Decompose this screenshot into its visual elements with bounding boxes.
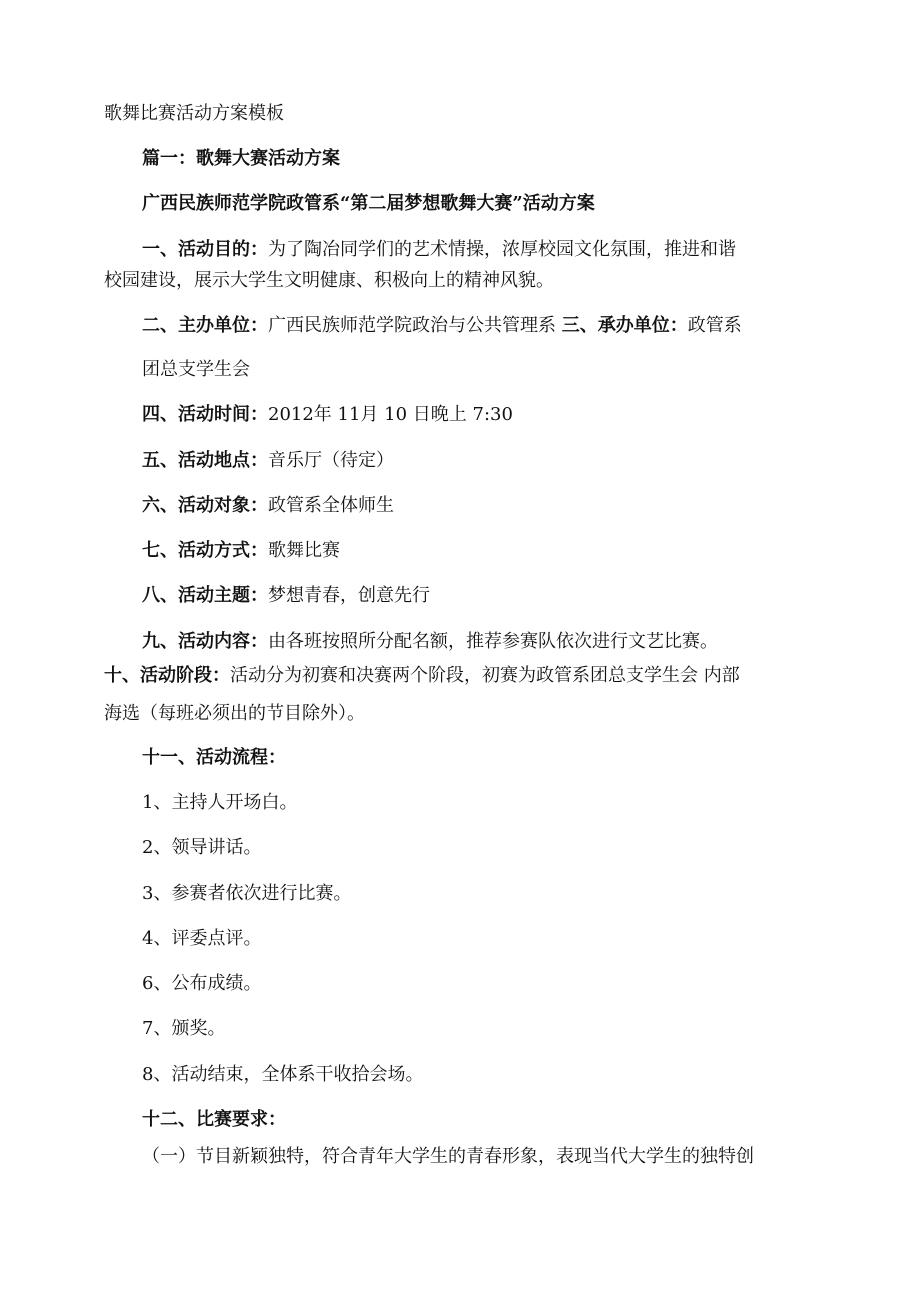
organizer-text: 广西民族师范学院政治与公共管理系 <box>268 315 556 336</box>
process-item: 1、主持人开场白。 <box>142 792 298 813</box>
theme-text: 梦想青春，创意先行 <box>268 585 430 606</box>
organizer-paragraph <box>142 314 742 338</box>
place-text: 音乐厅（待定） <box>268 450 394 471</box>
time-paragraph <box>142 403 513 427</box>
purpose-label: 一、活动目的： <box>142 239 268 260</box>
co-organizer-text: 政管系 <box>687 315 742 336</box>
co-organizer-label: 三、承办单位： <box>561 315 688 336</box>
purpose-text-line1: 为了陶冶同学们的艺术情操，浓厚校园文化氛围，推进和谐 <box>268 239 736 260</box>
main-title: 广西民族师范学院政管系“第二届梦想歌舞大赛”活动方案 <box>142 193 595 214</box>
co-organizer-text-line2: 团总支学生会 <box>142 359 250 380</box>
place-paragraph <box>142 449 394 473</box>
process-item: 6、公布成绩。 <box>142 973 262 994</box>
audience-label: 六、活动对象： <box>142 495 268 516</box>
process-heading: 十一、活动流程： <box>142 747 286 768</box>
content-label: 九、活动内容： <box>142 631 268 652</box>
time-text: 2012年 11月 10 日晚上 7:30 <box>268 404 513 425</box>
organizer-label: 二、主办单位： <box>142 315 268 336</box>
format-text: 歌舞比赛 <box>268 540 340 561</box>
stage-text-line2: 海选（每班必须出的节目除外）。 <box>104 703 365 724</box>
theme-paragraph <box>142 584 430 608</box>
purpose-paragraph <box>142 238 736 262</box>
stage-text-line1: 活动分为初赛和决赛两个阶段，初赛为政管系团总支学生会 内部 <box>230 665 740 686</box>
process-item: 3、参赛者依次进行比赛。 <box>142 883 352 904</box>
audience-text: 政管系全体师生 <box>268 495 394 516</box>
format-paragraph <box>142 539 340 563</box>
time-label: 四、活动时间： <box>142 404 268 425</box>
process-item: 2、领导讲话。 <box>142 837 262 858</box>
stage-paragraph <box>104 664 740 688</box>
requirements-item1-line1: （一）节目新颖独特，符合青年大学生的青春形象，表现当代大学生的独特创 <box>142 1146 754 1167</box>
process-item: 7、颁奖。 <box>142 1018 226 1039</box>
format-label: 七、活动方式： <box>142 540 268 561</box>
stage-label: 十、活动阶段： <box>104 665 230 686</box>
document-title: 歌舞比赛活动方案模板 <box>104 103 284 124</box>
audience-paragraph <box>142 494 394 518</box>
content-paragraph <box>142 630 718 654</box>
process-item: 8、活动结束，全体系干收拾会场。 <box>142 1064 424 1085</box>
chapter-heading: 篇一：歌舞大赛活动方案 <box>142 148 340 169</box>
requirements-heading: 十二、比赛要求： <box>142 1109 286 1130</box>
process-item: 4、评委点评。 <box>142 928 262 949</box>
content-text: 由各班按照所分配名额，推荐参赛队依次进行文艺比赛。 <box>268 631 718 652</box>
theme-label: 八、活动主题： <box>142 585 268 606</box>
purpose-text-line2: 校园建设，展示大学生文明健康、积极向上的精神风貌。 <box>104 270 554 291</box>
place-label: 五、活动地点： <box>142 450 268 471</box>
